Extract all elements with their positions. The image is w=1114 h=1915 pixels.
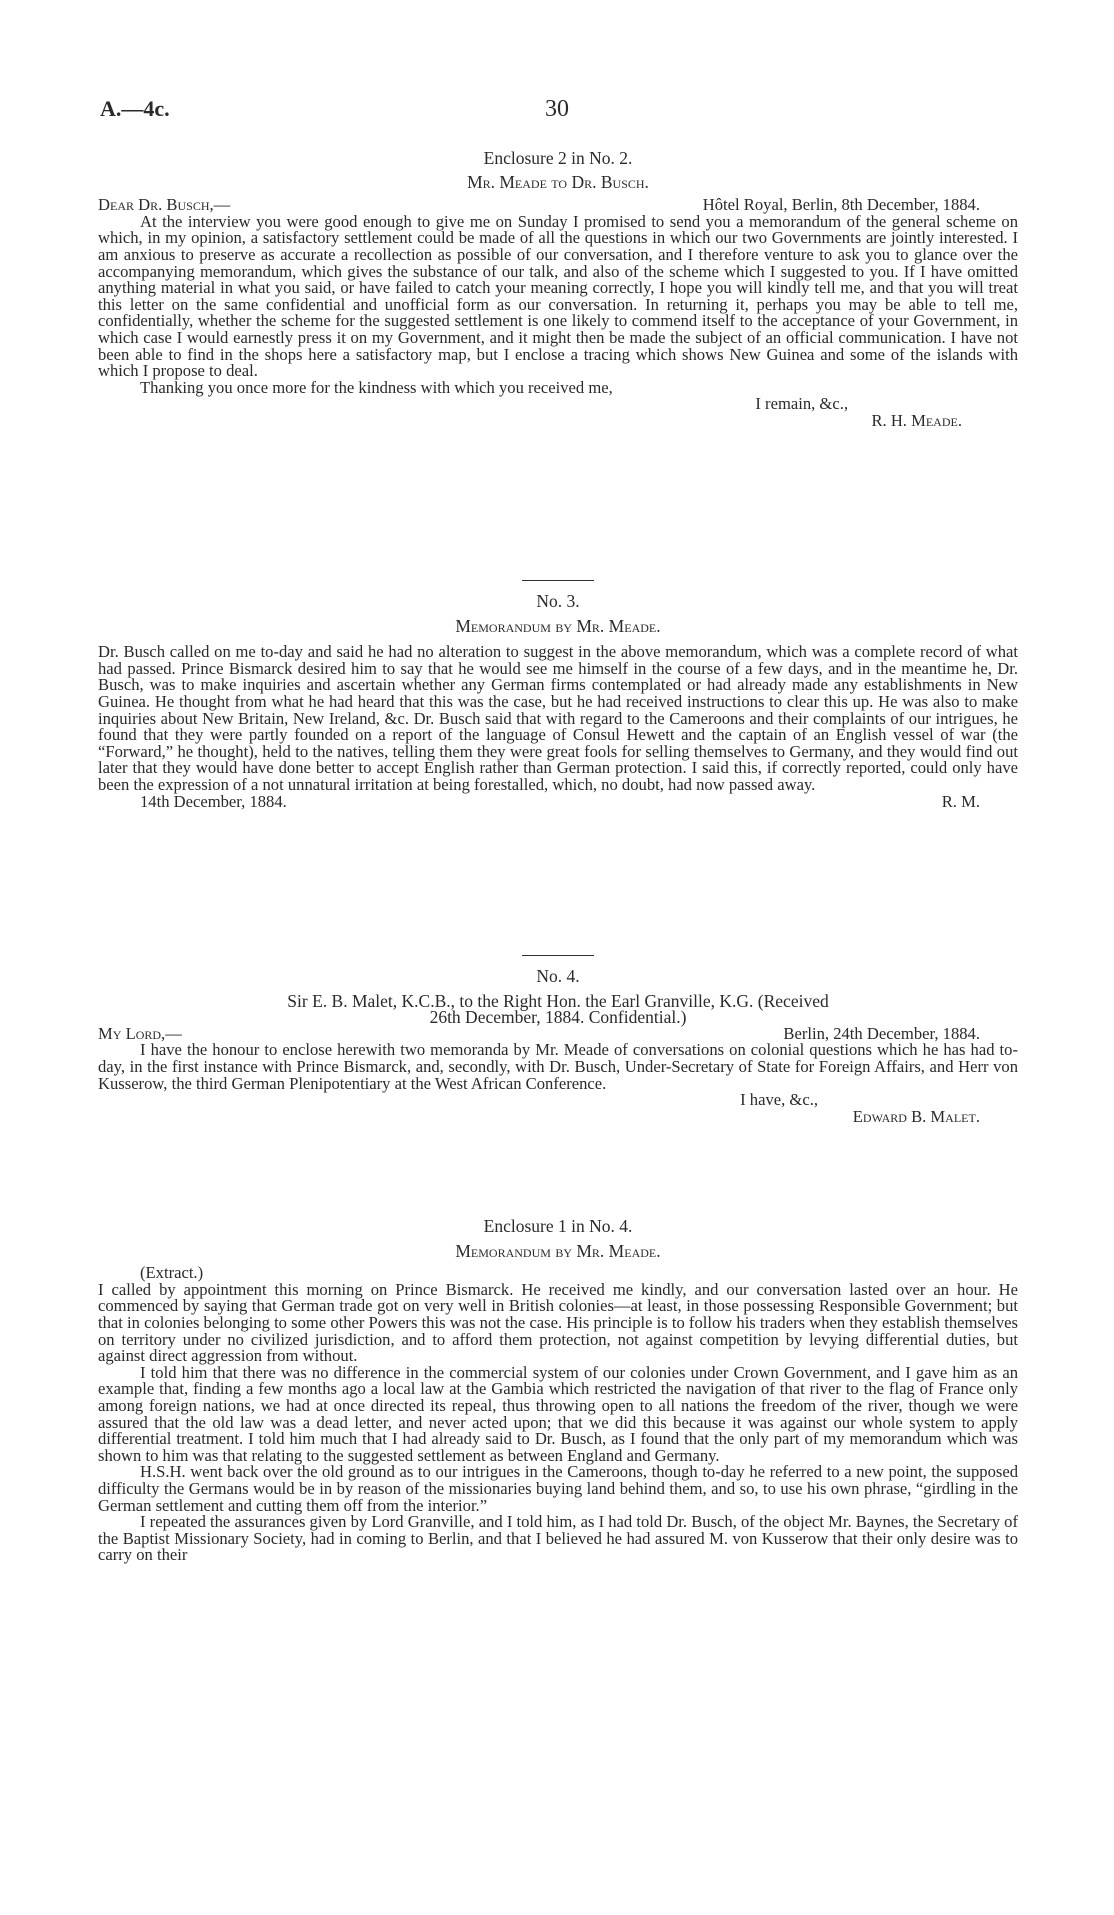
enclosure-2-thanks: Thanking you once more for the kindness with which you received me,: [140, 377, 613, 397]
enclosure-1-paragraph: I repeated the assurances given by Lord Granville, and I told him, as I had told Dr. Busch, of the object Mr. Baynes, the Secretary of the Baptist Missionary Society, had in coming to Berlin, and that I believed he had assured M. von Kusserow that their only desire was to carry on their: [98, 1512, 1018, 1565]
enclosure-1-paragraph: H.S.H. went back over the old ground as to our intrigues in the Cameroons, though to-day he referred to a new point, the supposed difficulty the Germans would be in by reason of the missionaries buying land behind them, and so, to use his own phrase, “girdling in the German settlement and cutting them off from the interior.”: [98, 1462, 1018, 1515]
no-4-body: I have the honour to enclose herewith two memoranda by Mr. Meade of conversations on colonial questions which he has had to-day, in the first instance with Prince Bismarck, and, secondly, with Dr. Busch, Under-Secretary of State for Foreign Affairs, and Herr von Kusserow, the third German Plenipotentiary at the West African Conference.: [98, 1040, 1018, 1093]
salutation: Dear Dr. Busch,—: [98, 195, 231, 215]
enclosure-2-heading: Enclosure 2 in No. 2.: [483, 148, 633, 168]
no-3-section: [98, 580, 1018, 810]
no-4-subheading-2: 26th December, 1884. Confidential.): [429, 1007, 687, 1028]
no-3-body: Dr. Busch called on me to-day and said he had no alteration to suggest in the above memorandum, which was a complete record of what had passed. Prince Bismarck desired him to say that he would see me himself in the course of a few days, and in the meantime he, Dr. Busch, was to make inquiries and ascertain whether any German firms contemplated or had already made any establishments in New Guinea. He thought from what he had heard that this was the case, but he had received instructions to clear this up. He was also to make inquiries about New Britain, New Ireland, &c. Dr. Busch said that with regard to the Cameroons and their complaints of our intrigues, he found that they were partly founded on a report of the language of Consul Hewett and the captain of an English vessel of war (the “Forward,” he thought), held to the natives, telling them they were great fools for selling themselves to Germany, and they would find out later that they would have done better to accept English rather than German protection. I said this, if correctly reported, could only have been the expression of a not unnatural irritation at being forestalled, which, no doubt, had now passed away.: [98, 642, 1018, 794]
enclosure-2-body: At the interview you were good enough to give me on Sunday I promised to send you a memorandum of the general scheme on which, in my opinion, a satisfactory settlement could be made of all the questions in which our two Governments are jointly interested. I am anxious to preserve as accurate a recollection as possible of our conversation, and I therefore venture to ask you to glance over the accompanying memorandum, which gives the substance of our talk, and also of the scheme which I suggested to you. If I have omitted anything material in what you said, or have failed to catch your meaning correctly, I hope you will kindly tell me, and that you will treat this letter on the same confidential and unofficial form as our conversation. In returning it, perhaps you may be able to tell me, confidentially, whether the scheme for the suggested settlement is one likely to commend itself to the acceptance of your Government, in which case I would earnestly press it on my Government, and it might then be made the subject of an official communication. I have not been able to find in the shops here a satisfactory map, but I enclose a tracing which shows New Guinea and some of the islands with which I propose to deal.: [98, 211, 1018, 381]
closing: I have, &c.,: [740, 1090, 818, 1110]
no-4-heading: No. 4.: [536, 966, 580, 986]
enclosure-2-subheading: [98, 171, 1018, 192]
closing: I remain, &c.,: [755, 394, 848, 414]
place-date: Berlin, 24th December, 1884.: [783, 1023, 980, 1043]
enclosure-1-paragraph: I told him that there was no difference in the commercial system of our colonies under Crown Government, and I gave him as an example that, finding a few months ago a local law at the Gambia which restricted the navigation of that river to the flag of France only among foreign nations, we had at once directed its repeal, thus throwing open to all nations the freedom of the river, though we were assured that the old law was a dead letter, and never acted upon; that we did this because it was against our whole system to apply differential treatment. I told him much that I had already said to Dr. Busch, as I found that the only part of my memorandum which was shown to him was that relating to the suggested settlement as between England and Germany.: [98, 1362, 1018, 1465]
place-date: Hôtel Royal, Berlin, 8th December, 1884.: [702, 195, 980, 215]
extract-note: (Extract.): [140, 1263, 204, 1283]
enclosure-2-section: [98, 150, 1018, 430]
no-3-date-row: [98, 791, 1018, 811]
enclosure-1-section: [98, 1218, 1018, 1564]
memo-date: 14th December, 1884.: [140, 791, 287, 811]
page-number: 30: [545, 96, 569, 122]
enclosure-2-subheading-text: Mr. Meade to Dr. Busch.: [467, 171, 649, 192]
section-divider: [522, 580, 594, 581]
enclosure-1-paragraph: I called by appointment this morning on Prince Bismarck. He received me kindly, and our conversation lasted over an hour. He commenced by saying that German trade got on very well in British colonies—at least, in those possessing Responsible Government; but that in colonies belonging to some other Powers this was not the case. His principle is to follow his traders when they establish themselves on territory under no civilized jurisdiction, and to afford them protection, not against competition by levying differential duties, but against direct aggression from without.: [98, 1279, 1018, 1366]
section-divider: [522, 955, 594, 956]
signature: Edward B. Malet.: [852, 1106, 980, 1126]
salutation: My Lord,—: [98, 1023, 182, 1043]
enclosure-1-subheading: Memorandum by Mr. Meade.: [455, 1240, 661, 1261]
no-3-subheading: Memorandum by Mr. Meade.: [455, 615, 661, 636]
memo-initials: R. M.: [941, 791, 980, 811]
no-4-section: [98, 955, 1018, 1125]
no-4-subheading-1: Sir E. B. Malet, K.C.B., to the Right Hon. the Earl Granville, K.G. (Received: [287, 990, 829, 1011]
no-3-heading: No. 3.: [536, 591, 580, 611]
signature: R. H. Meade.: [871, 410, 962, 430]
document-code: A.—4c.: [100, 96, 170, 121]
enclosure-1-heading: Enclosure 1 in No. 4.: [483, 1216, 633, 1236]
